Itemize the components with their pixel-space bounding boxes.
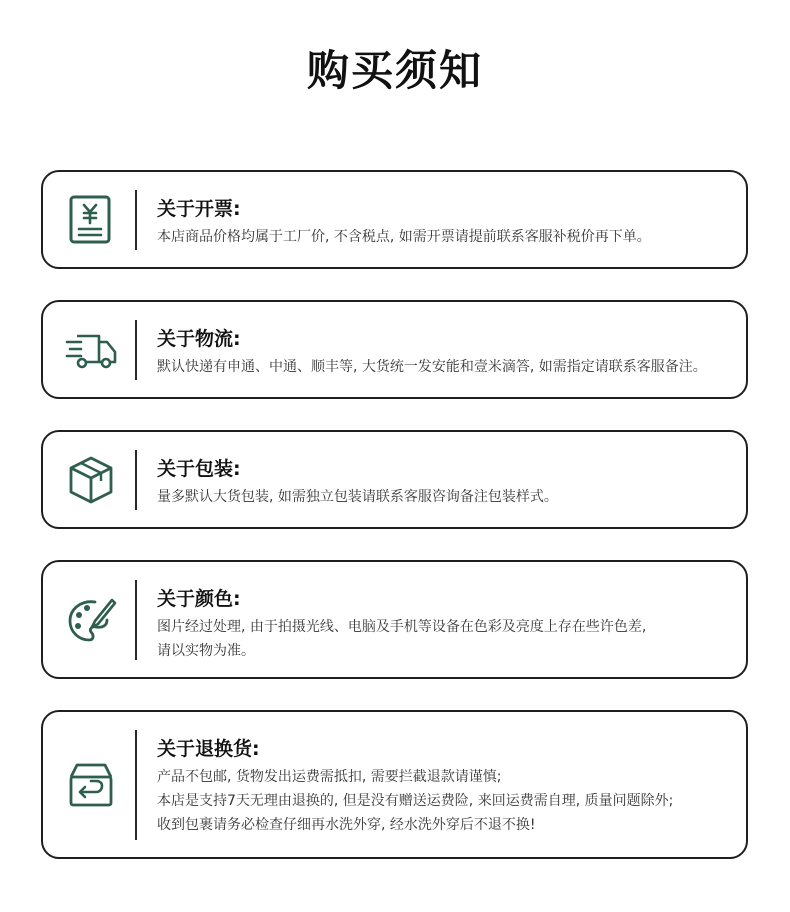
section-text [157,355,707,379]
section-heading: 关于退换货: [157,738,260,760]
return-box-icon [65,759,117,811]
section-heading: 关于开票: [157,198,241,220]
delivery-truck-icon [65,324,117,376]
section-line: 本店商品价格均属于工厂价, 不含税点, 如需开票请提前联系客服补税价再下单。 [157,229,651,245]
section-card-packaging [41,430,748,529]
section-card-logistics [41,300,748,399]
section-divider [135,450,137,510]
section-card-returns [41,710,748,859]
section-text [157,225,651,249]
section-divider [135,580,137,660]
section-divider [135,730,137,840]
section-line: 本店是支持7天无理由退换的, 但是没有赠送运费险, 来回运费需自理, 质量问题除外; [157,793,674,809]
section-line: 默认快递有申通、中通、顺丰等, 大货统一发安能和壹米滴答, 如需指定请联系客服备注。 [157,359,707,375]
section-text [157,485,558,509]
palette-icon [65,594,117,646]
section-heading: 关于颜色: [157,588,241,610]
section-text [157,615,646,663]
section-line: 请以实物为准。 [157,643,255,659]
section-line: 收到包裹请务必检查仔细再水洗外穿, 经水洗外穿后不退不换! [157,817,536,833]
section-line: 量多默认大货包装, 如需独立包装请联系客服咨询备注包装样式。 [157,489,558,505]
invoice-icon [65,194,117,246]
section-card-invoice [41,170,748,269]
section-card-color [41,560,748,679]
section-line: 图片经过处理, 由于拍摄光线、电脑及手机等设备在色彩及亮度上存在些许色差, [157,619,647,635]
section-heading: 关于包装: [157,458,241,480]
section-divider [135,190,137,250]
section-divider [135,320,137,380]
page-title: 购买须知 [306,46,483,95]
section-line: 产品不包邮, 货物发出运费需抵扣, 需要拦截退款请谨慎; [157,769,502,785]
section-heading: 关于物流: [157,328,241,350]
section-text [157,765,673,837]
package-box-icon [65,454,117,506]
